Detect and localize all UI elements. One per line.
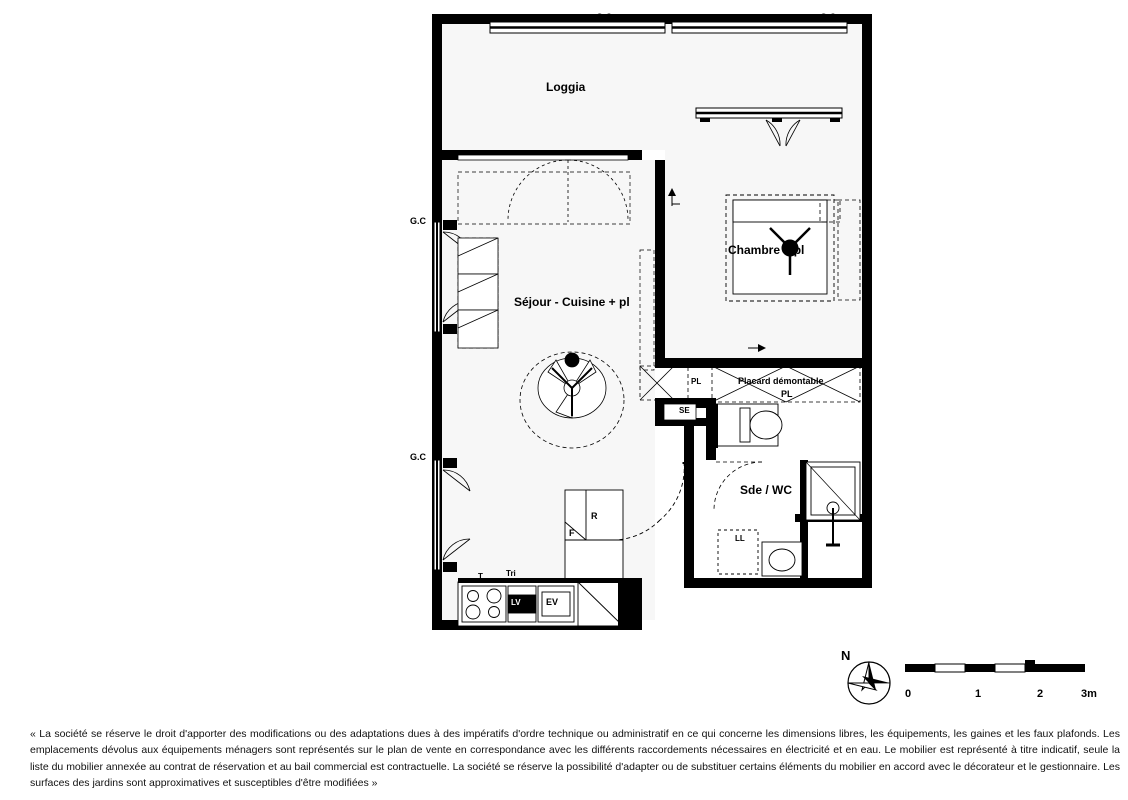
annotation-kitchen-lv: LV [511, 598, 521, 607]
room-label-sejour: Séjour - Cuisine + pl [514, 295, 630, 309]
scale-tick-3: 3m [1081, 688, 1097, 700]
annotation-placard-demontable: Placard démontable [738, 376, 824, 386]
annotation-placard-pl-1: PL [781, 389, 793, 399]
room-label-loggia: Loggia [546, 80, 586, 94]
legal-disclaimer: « La société se réserve le droit d'apporter des modifications ou des adaptations dues à des impératifs d'ordre technique ou administratif en ce qui concerne les dimensions libres, les équipements, les gaines et les faux plafonds. Les emplacements dévolus aux équipements ménagers sont représentés sur le plan de vente en correspondance avec les différents raccordements nécessaires en électricité et en eau. Le mobilier est représenté à titre indicatif, seule la liste du mobilier annexée au contrat de réservation et au bail commercial est contractuelle. La société se réserve la possibilité d'adapter ou de substituer certains éléments du mobilier en accord avec le décorateur et le gestionnaire. Les surfaces des jardins sont approximatives et susceptibles d'être modifiées » [30, 728, 1120, 789]
annotation-gc-left-lower: G.C [410, 452, 427, 462]
scale-tick-0: 0 [905, 688, 912, 700]
annotation-kitchen-t: T [478, 572, 483, 581]
toilet [716, 404, 782, 446]
annotation-gc-top-left: G.C [596, 12, 613, 22]
annotation-placard-pl-2: PL [691, 377, 702, 386]
shower [806, 462, 860, 545]
room-label-chambre: Chambre + pl [728, 243, 805, 257]
annotation-gc-top-right: G.C [820, 12, 837, 22]
annotation-gc-left-upper: G.C [410, 216, 427, 226]
annotation-fridge-r: R [591, 511, 598, 521]
kitchen-units-left [458, 238, 498, 348]
annotation-kitchen-ev: EV [546, 597, 559, 607]
scale-bar [905, 660, 1105, 683]
compass-north-label: N [841, 648, 851, 663]
annotation-fridge-f: F [569, 528, 575, 538]
scale-tick-1: 1 [975, 688, 982, 700]
room-label-sdb: Sde / WC [740, 483, 793, 497]
annotation-se: SE [679, 406, 690, 415]
annotation-ll: LL [735, 534, 745, 543]
kitchen-counter [458, 582, 623, 626]
scale-tick-2: 2 [1037, 688, 1044, 700]
washbasin [762, 542, 802, 576]
annotation-kitchen-tri: Tri [506, 569, 516, 578]
